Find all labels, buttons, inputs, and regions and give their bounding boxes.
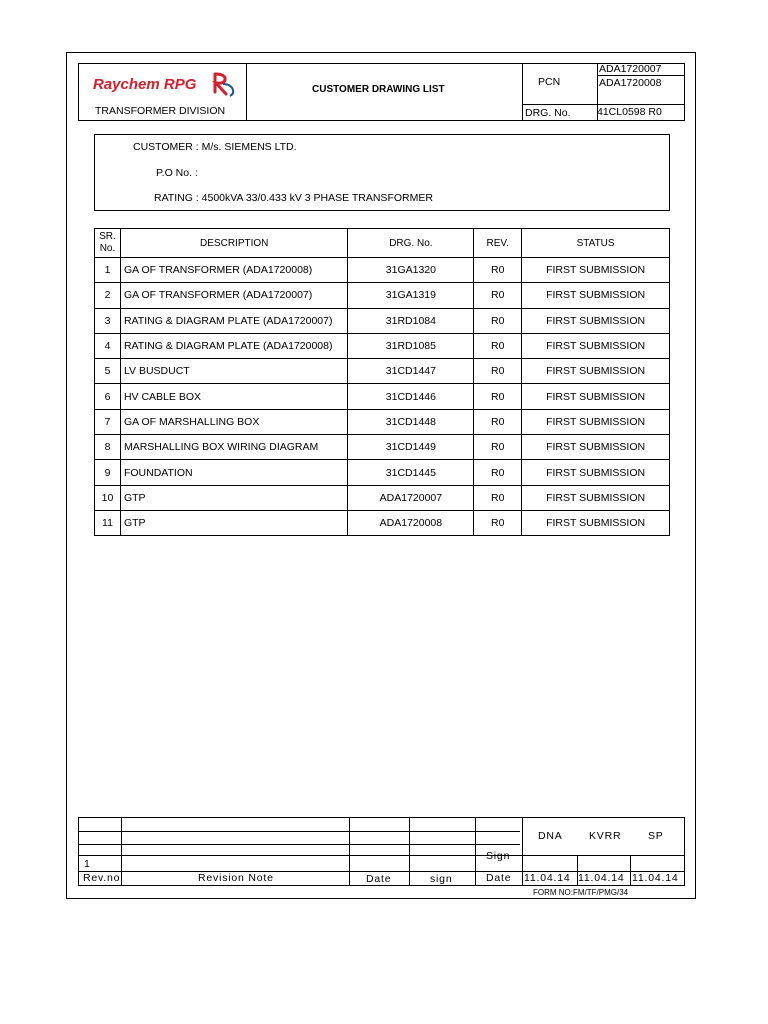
col-sign: sign	[430, 873, 453, 885]
row-rev: R0	[474, 308, 522, 333]
table-row	[95, 510, 670, 535]
row-description: MARSHALLING BOX WIRING DIAGRAM	[120, 435, 348, 460]
table-header-row	[95, 229, 670, 258]
row-description: RATING & DIAGRAM PLATE (ADA1720007)	[120, 308, 348, 333]
table-row	[95, 333, 670, 358]
row-sr: 2	[95, 283, 121, 308]
row-sr: 4	[95, 333, 121, 358]
col-revision-note: Revision Note	[198, 872, 274, 884]
table-row	[95, 409, 670, 434]
row-description: GTP	[120, 485, 348, 510]
row-drg-no: 31CD1448	[348, 409, 474, 434]
date-sp: 11.04.14	[632, 872, 679, 884]
table-row	[95, 460, 670, 485]
row-drg-no: 31RD1085	[348, 333, 474, 358]
row-drg-no: 31CD1445	[348, 460, 474, 485]
drg-value: 41CL0598 R0	[597, 106, 662, 118]
row-sr: 6	[95, 384, 121, 409]
row-rev: R0	[474, 485, 522, 510]
row-status: FIRST SUBMISSION	[522, 460, 670, 485]
row-drg-no: 31CD1447	[348, 359, 474, 384]
row-status: FIRST SUBMISSION	[522, 258, 670, 283]
header-description: DESCRIPTION	[120, 229, 348, 258]
header-rev: REV.	[474, 229, 522, 258]
row-rev: R0	[474, 258, 522, 283]
row-drg-no: 31GA1319	[348, 283, 474, 308]
row-rev: R0	[474, 435, 522, 460]
row-status: FIRST SUBMISSION	[522, 485, 670, 510]
document-title: CUSTOMER DRAWING LIST	[312, 84, 445, 95]
row-description: GA OF TRANSFORMER (ADA1720008)	[120, 258, 348, 283]
row-status: FIRST SUBMISSION	[522, 435, 670, 460]
row-sr: 1	[95, 258, 121, 283]
row-drg-no: 31CD1449	[348, 435, 474, 460]
row-sr: 10	[95, 485, 121, 510]
row-drg-no: 31CD1446	[348, 384, 474, 409]
row-status: FIRST SUBMISSION	[522, 308, 670, 333]
header-status: STATUS	[522, 229, 670, 258]
row-sr: 8	[95, 435, 121, 460]
date-dna: 11.04.14	[524, 872, 571, 884]
row-drg-no: ADA1720007	[348, 485, 474, 510]
rpg-swoosh-icon	[209, 72, 239, 98]
row-status: FIRST SUBMISSION	[522, 333, 670, 358]
col-date-2: Date	[486, 872, 512, 884]
header-sr: SR. No.	[95, 229, 121, 258]
row-rev: R0	[474, 283, 522, 308]
row-status: FIRST SUBMISSION	[522, 283, 670, 308]
row-status: FIRST SUBMISSION	[522, 359, 670, 384]
col-date: Date	[366, 873, 392, 885]
row-description: RATING & DIAGRAM PLATE (ADA1720008)	[120, 333, 348, 358]
row-sr: 3	[95, 308, 121, 333]
row-description: GA OF MARSHALLING BOX	[120, 409, 348, 434]
table-row	[95, 258, 670, 283]
table-row	[95, 308, 670, 333]
row-sr: 11	[95, 510, 121, 535]
row-rev: R0	[474, 333, 522, 358]
table-row	[95, 485, 670, 510]
pcn-value-2: ADA1720008	[599, 77, 662, 89]
row-rev: R0	[474, 510, 522, 535]
row-drg-no: 31RD1084	[348, 308, 474, 333]
row-sr: 9	[95, 460, 121, 485]
sign-label: Sign	[486, 850, 511, 862]
po-line: P.O No. :	[156, 167, 198, 179]
row-description: LV BUSDUCT	[120, 359, 348, 384]
row-status: FIRST SUBMISSION	[522, 409, 670, 434]
row-rev: R0	[474, 384, 522, 409]
col-rev-no: Rev.no	[83, 872, 121, 884]
row-status: FIRST SUBMISSION	[522, 510, 670, 535]
header-drg-no: DRG. No.	[348, 229, 474, 258]
table-row	[95, 384, 670, 409]
signer-dna: DNA	[538, 830, 563, 842]
row-rev: R0	[474, 359, 522, 384]
row-status: FIRST SUBMISSION	[522, 384, 670, 409]
row-description: HV CABLE BOX	[120, 384, 348, 409]
drg-label: DRG. No.	[525, 107, 571, 119]
table-row	[95, 359, 670, 384]
customer-info-box	[94, 134, 670, 211]
row-rev: R0	[474, 460, 522, 485]
signer-kvrr: KVRR	[589, 830, 622, 842]
logo-text: Raychem RPG	[93, 76, 197, 93]
company-logo	[93, 72, 238, 98]
drawing-list-table	[94, 228, 670, 536]
form-number: FORM NO:FM/TF/PMG/34	[533, 888, 629, 897]
row-sr: 7	[95, 409, 121, 434]
customer-line: CUSTOMER : M/s. SIEMENS LTD.	[133, 141, 297, 153]
table-row	[95, 435, 670, 460]
pcn-value-1: ADA1720007	[599, 63, 662, 75]
table-row	[95, 283, 670, 308]
row-rev: R0	[474, 409, 522, 434]
rev-number: 1	[84, 858, 91, 870]
row-description: GTP	[120, 510, 348, 535]
rating-line: RATING : 4500kVA 33/0.433 kV 3 PHASE TRANSFORMER	[154, 192, 433, 204]
row-description: FOUNDATION	[120, 460, 348, 485]
division-label: TRANSFORMER DIVISION	[95, 105, 226, 117]
row-drg-no: 31GA1320	[348, 258, 474, 283]
pcn-label: PCN	[538, 76, 561, 88]
signer-sp: SP	[648, 830, 664, 842]
row-drg-no: ADA1720008	[348, 510, 474, 535]
row-description: GA OF TRANSFORMER (ADA1720007)	[120, 283, 348, 308]
date-kvrr: 11.04.14	[578, 872, 625, 884]
row-sr: 5	[95, 359, 121, 384]
